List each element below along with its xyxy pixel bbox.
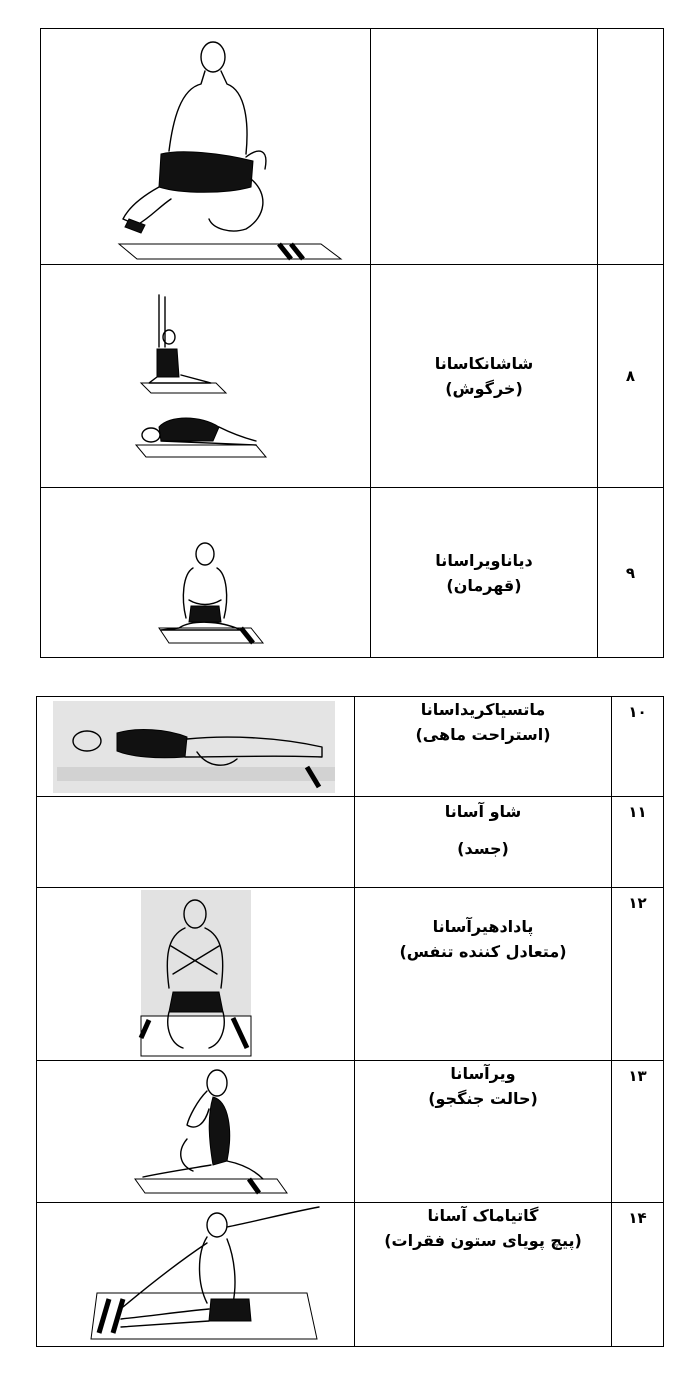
pose-number: ۹ xyxy=(598,488,664,658)
pose-name: پادادهیرآسانا xyxy=(432,917,534,936)
pose-subtitle: (استراحت ماهی) xyxy=(415,725,551,744)
pose-subtitle: (جسد) xyxy=(457,839,509,858)
asana-table-2 xyxy=(36,696,664,1347)
table-row xyxy=(41,29,664,265)
pose-name: گاتیاماک آسانا xyxy=(427,1206,539,1225)
pose-number: ۱۲ xyxy=(612,888,664,1061)
pose-name-cell xyxy=(355,697,612,797)
pose-subtitle: (قهرمان) xyxy=(446,575,522,595)
table-row xyxy=(41,488,664,658)
pose-number: ۱۴ xyxy=(612,1203,664,1347)
pose-number: ۱۰ xyxy=(612,697,664,797)
pose-name-cell xyxy=(371,488,598,658)
pose-subtitle: (حالت جنگجو) xyxy=(428,1089,538,1108)
asana-table-1 xyxy=(40,28,664,658)
table-row xyxy=(41,265,664,488)
pose-name-cell xyxy=(355,797,612,888)
pose-subtitle: (پیچ پویای ستون فقرات) xyxy=(384,1231,582,1250)
pose-number xyxy=(598,29,664,265)
table-row xyxy=(37,1203,664,1347)
pose-name-cell xyxy=(371,29,598,265)
table-row xyxy=(37,797,664,888)
pose-name-cell xyxy=(355,1203,612,1347)
pose-image-cell xyxy=(41,29,371,265)
breath-balancing-pose-image xyxy=(37,888,355,1060)
rabbit-pose-back-view-image xyxy=(41,29,371,264)
pose-name: ویرآسانا xyxy=(450,1064,516,1083)
pose-image-cell xyxy=(37,1203,355,1347)
warrior-pose-image xyxy=(37,1061,355,1202)
rabbit-pose-image xyxy=(41,265,371,487)
pose-image-cell xyxy=(37,888,355,1061)
pose-image-cell xyxy=(37,697,355,797)
pose-name-cell xyxy=(355,1061,612,1203)
pose-name: دیاناویراسانا xyxy=(435,550,533,570)
pose-subtitle: (خرگوش) xyxy=(445,379,523,398)
dynamic-spinal-twist-image xyxy=(37,1203,355,1346)
fish-rest-pose-image xyxy=(37,697,355,796)
pose-name-cell xyxy=(371,265,598,488)
pose-image-cell xyxy=(37,1061,355,1203)
pose-image-cell xyxy=(41,265,371,488)
table-row xyxy=(37,1061,664,1203)
pose-name: شاشانکاسانا xyxy=(434,354,534,373)
pose-image-cell xyxy=(41,488,371,658)
table-row xyxy=(37,888,664,1061)
pose-number: ۱۱ xyxy=(612,797,664,888)
pose-image-cell xyxy=(37,797,355,888)
table-row xyxy=(37,697,664,797)
pose-subtitle: (متعادل کننده تنفس) xyxy=(399,942,567,961)
hero-pose-image xyxy=(41,488,371,657)
pose-number: ۱۳ xyxy=(612,1061,664,1203)
pose-number: ۸ xyxy=(598,265,664,488)
pose-name: شاو آسانا xyxy=(444,802,522,821)
pose-name: ماتسیاکریداسانا xyxy=(420,700,546,719)
pose-name-cell xyxy=(355,888,612,1061)
